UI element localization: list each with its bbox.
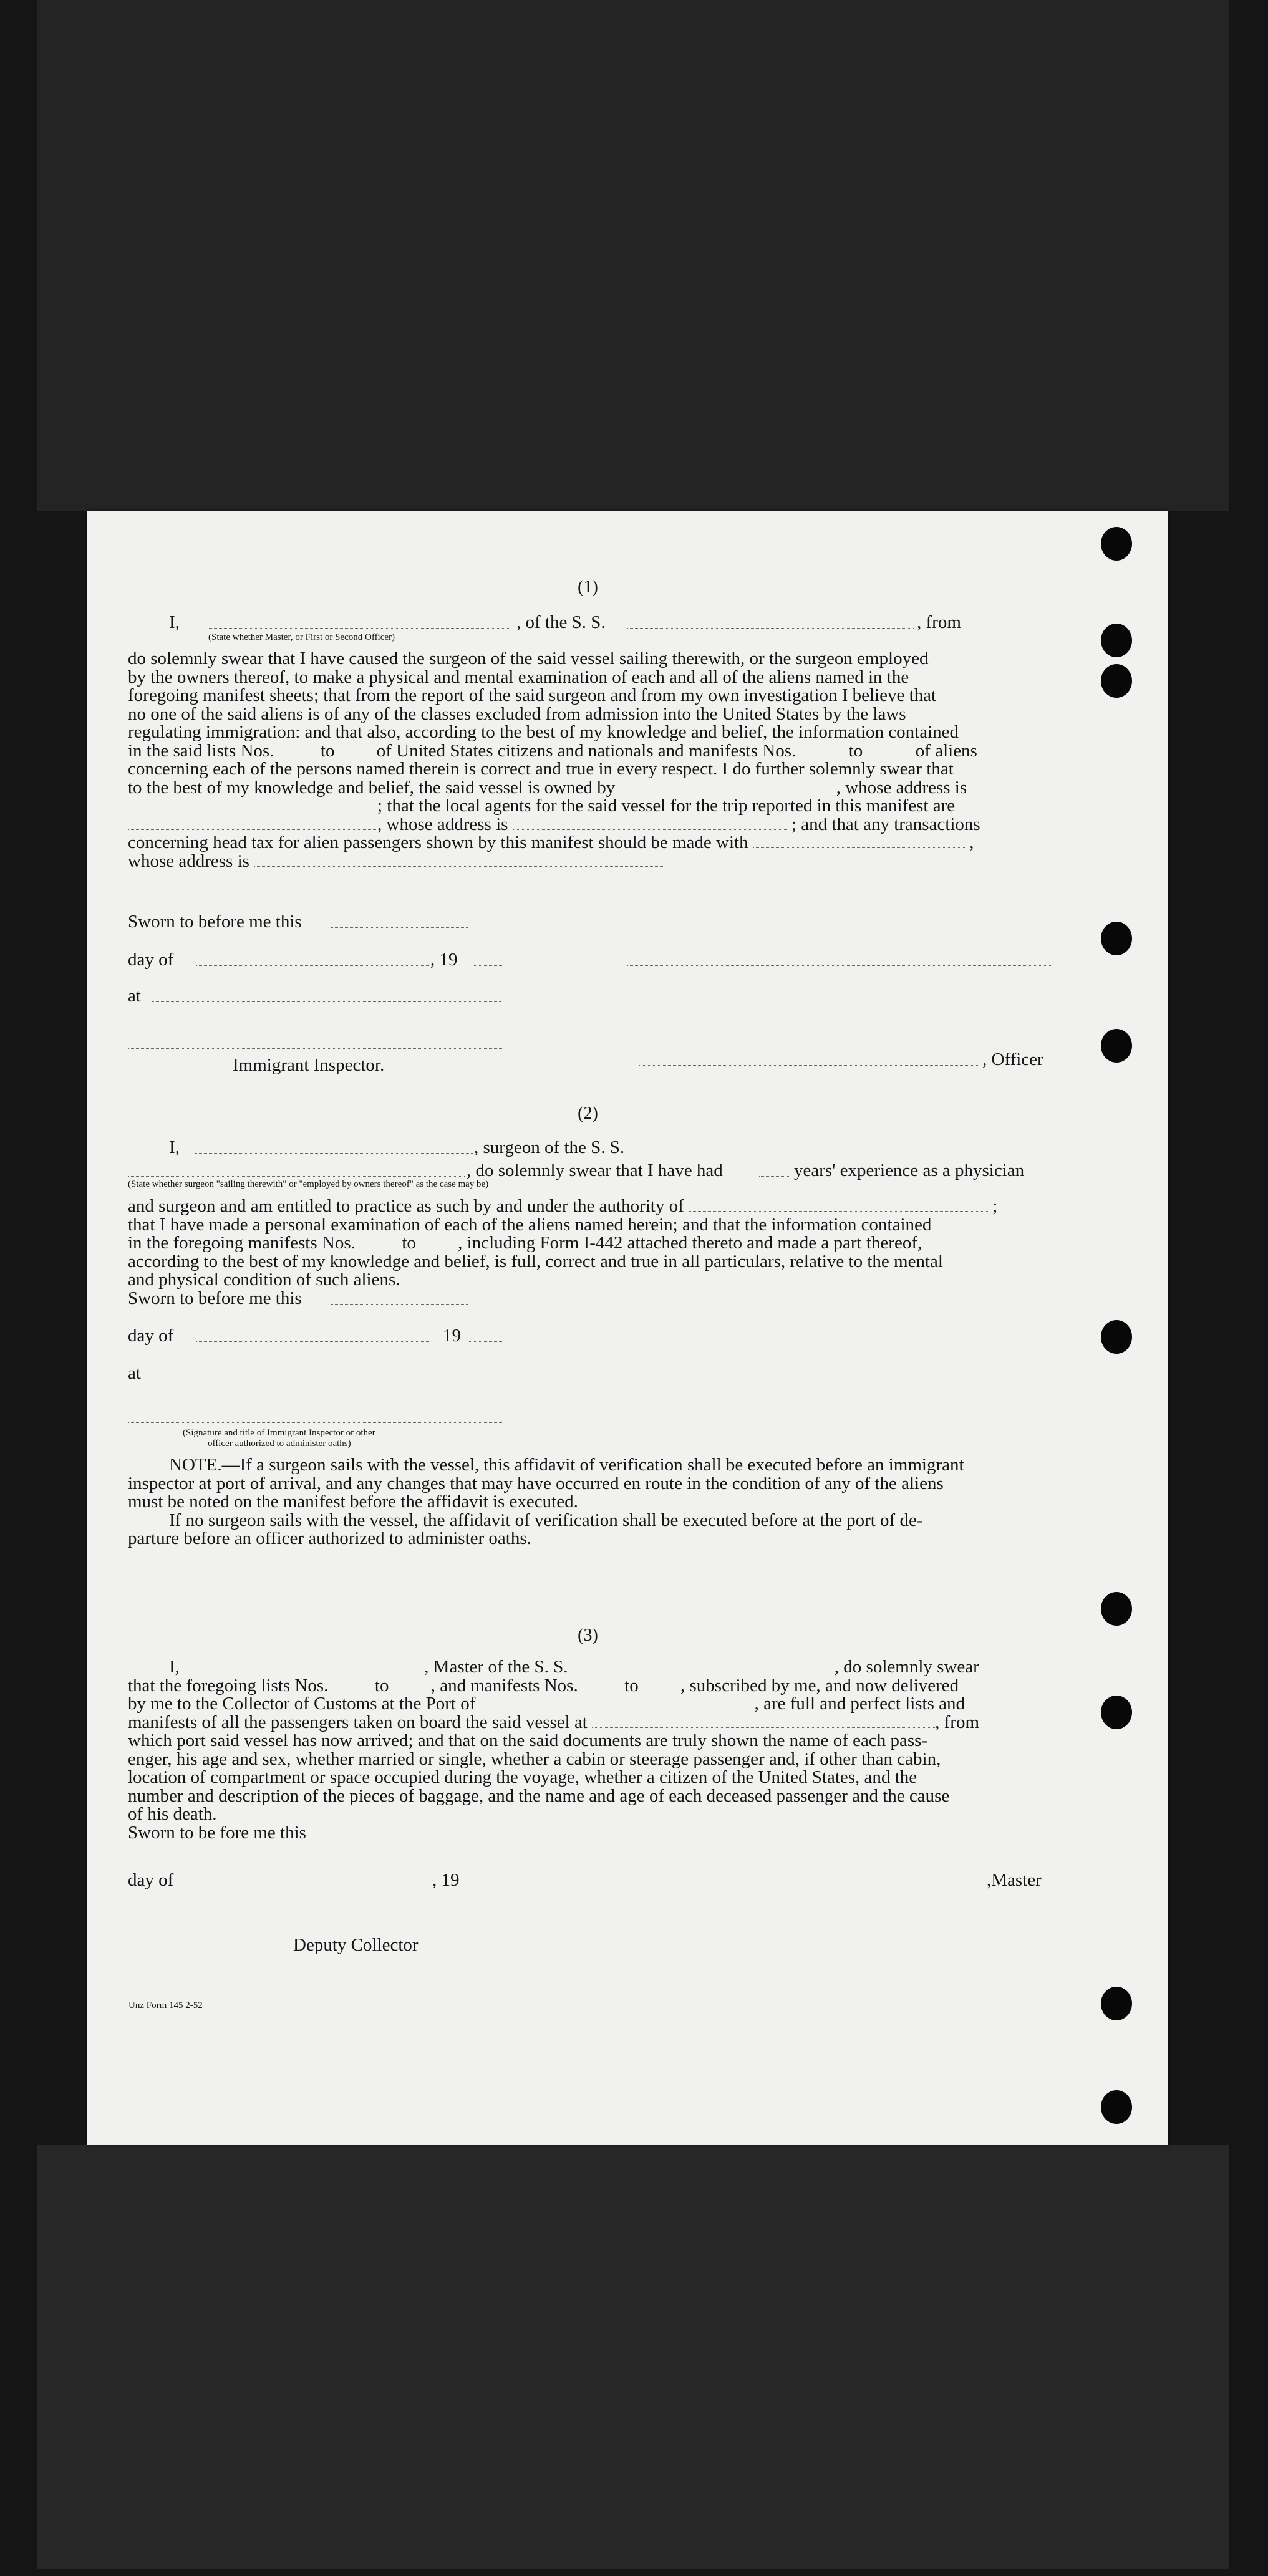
punch-hole	[1101, 922, 1132, 955]
owner-line: to the best of my knowledge and belief, the said vessel is owned by , whose address is	[128, 777, 967, 798]
oath-line: regulating immigration: and that also, according to the best of my knowledge and belief, the information contained	[128, 722, 959, 742]
master-line: of his death.	[128, 1804, 217, 1824]
head-tax-address-line: whose address is	[128, 852, 1048, 871]
agents-address-line: , whose address is ; and that any transactions	[128, 816, 1048, 834]
sworn-label: Sworn to before me this	[128, 912, 302, 932]
sworn-line: Sworn to be fore me this	[128, 1824, 1048, 1843]
day-of-label: day of	[128, 1326, 174, 1346]
signature-blank	[627, 965, 1051, 966]
surgeon-line: that I have made a personal examination of each of the aliens named herein; and that the information contained	[128, 1214, 932, 1235]
officer-title: , Officer	[982, 1049, 1043, 1069]
surgeon-text	[128, 1197, 1048, 1290]
note-line: inspector at port of arrival, and any changes that may have occurred en route in the condition of any of the aliens	[128, 1473, 944, 1493]
oath-pronoun: I,	[169, 612, 180, 632]
surgeon-of-label: , surgeon of the S. S.	[474, 1137, 625, 1157]
year-label: , 19	[430, 950, 458, 970]
section-number: (1)	[578, 577, 598, 597]
year-label: , 19	[432, 1870, 460, 1890]
year-blank	[477, 1885, 502, 1886]
sworn-blank	[331, 1303, 468, 1305]
oath-line: no one of the said aliens is of any of the classes excluded from admission into the United States by the laws	[128, 703, 906, 724]
note-text	[128, 1456, 1048, 1548]
officer-caption: (State whether Master, or First or Second Officer)	[208, 632, 395, 642]
sworn-blank	[331, 927, 468, 928]
head-tax-line: concerning head tax for alien passengers shown by this manifest should be made with ,	[128, 832, 974, 852]
agents-line: ; that the local agents for the said vessel for the trip reported in this manifest are	[128, 797, 1048, 816]
collector-signature-blank	[128, 1921, 502, 1922]
at-label: at	[128, 1363, 141, 1383]
punch-hole	[1101, 1987, 1132, 2020]
vessel-label: , of the S. S.	[516, 612, 606, 632]
day-of-label: day of	[128, 950, 174, 970]
embark-line: manifests of all the passengers taken on board the said vessel at , from	[128, 1712, 979, 1732]
surgeon-line: and physical condition of such aliens.	[128, 1270, 400, 1290]
document-page	[87, 511, 1168, 2145]
year-label: 19	[443, 1326, 461, 1346]
punch-hole	[1101, 1696, 1132, 1729]
day-blank	[196, 1341, 430, 1342]
collector-title: Deputy Collector	[293, 1935, 419, 1955]
surgeon-line: according to the best of my knowledge and belief, is full, correct and true in all particulars, relative to the mental	[128, 1251, 943, 1271]
film-border-bottom	[37, 2145, 1229, 2569]
note-line: must be noted on the manifest before the affidavit is executed.	[128, 1492, 578, 1512]
manifest-numbers-line: in the foregoing manifests Nos. to , including Form I-442 attached thereto and made a part thereof,	[128, 1233, 922, 1253]
section-number: (2)	[578, 1104, 598, 1123]
years-blank	[759, 1175, 790, 1177]
master-line: number and description of the pieces of baggage, and the name and age of each deceased passenger and the cause	[128, 1785, 950, 1806]
surgeon-name-blank	[195, 1152, 473, 1154]
surgeon-caption: (State whether surgeon "sailing therewith" or "employed by owners thereof" as the case may be)	[128, 1179, 489, 1189]
master-line: which port said vessel has now arrived; and that on the said documents are truly shown the name of each pass-	[128, 1730, 928, 1750]
inspector-signature-blank	[128, 1422, 502, 1423]
officer-name-blank	[208, 627, 510, 629]
at-label: at	[128, 986, 141, 1006]
place-blank	[152, 1378, 501, 1379]
note-line: parture before an officer authorized to administer oaths.	[128, 1528, 531, 1548]
punch-hole	[1101, 2090, 1132, 2124]
master-title: ,Master	[987, 1870, 1042, 1890]
punch-hole	[1101, 1320, 1132, 1354]
oath-line: foregoing manifest sheets; that from the report of the said surgeon and from my own investigation I believe that	[128, 685, 937, 705]
signature-caption: (Signature and title of Immigrant Inspector or other	[183, 1428, 375, 1438]
punch-hole	[1101, 527, 1132, 561]
list-numbers-line: in the said lists Nos. to of United States citizens and nationals and manifests Nos. to of aliens	[128, 740, 977, 761]
year-blank	[474, 965, 502, 966]
years-label: years' experience as a physician	[794, 1160, 1025, 1180]
oath-line: concerning each of the persons named therein is correct and true in every respect. I do further solemnly swear that	[128, 759, 954, 779]
swear-label: , do solemnly swear that I have had	[467, 1160, 723, 1180]
place-blank	[152, 1001, 501, 1002]
day-blank	[196, 1885, 430, 1886]
sworn-label: Sworn to before me this	[128, 1288, 302, 1308]
day-of-label: day of	[128, 1870, 174, 1890]
list-numbers-line: that the foregoing lists Nos. to , and manifests Nos. to , subscribed by me, and now delivered	[128, 1675, 959, 1696]
note-line: NOTE.—If a surgeon sails with the vessel, this affidavit of verification shall be executed before an immigrant	[169, 1455, 964, 1475]
punch-hole	[1101, 1029, 1132, 1063]
master-signature-blank	[627, 1885, 985, 1886]
inspector-signature-blank	[128, 1048, 502, 1049]
oath-text	[128, 650, 1048, 871]
vessel-name-blank	[627, 627, 914, 629]
from-label: , from	[917, 612, 961, 632]
punch-hole	[1101, 624, 1132, 657]
day-blank	[196, 965, 430, 966]
authority-line: and surgeon and am entitled to practice as such by and under the authority of ;	[128, 1196, 998, 1216]
inspector-title: Immigrant Inspector.	[233, 1055, 385, 1075]
port-line: by me to the Collector of Customs at the Port of , are full and perfect lists and	[128, 1694, 966, 1714]
film-border-top	[37, 0, 1229, 511]
punch-hole	[1101, 1592, 1132, 1626]
master-line: location of compartment or space occupied during the voyage, whether a citizen of the United States, and the	[128, 1767, 917, 1787]
master-line: I, , Master of the S. S. , do solemnly swear	[169, 1657, 979, 1677]
master-oath-text	[128, 1658, 1048, 1842]
signature-caption: officer authorized to administer oaths)	[208, 1439, 351, 1449]
surgeon-status-blank	[128, 1175, 465, 1177]
year-blank	[468, 1341, 502, 1342]
oath-line: do solemnly swear that I have caused the surgeon of the said vessel sailing therewith, or the surgeon employed	[128, 649, 929, 668]
officer-signature-blank	[639, 1064, 979, 1066]
form-number: Unz Form 145 2-52	[128, 2000, 203, 2010]
punch-hole	[1101, 664, 1132, 698]
oath-line: by the owners thereof, to make a physical and mental examination of each and all of the aliens named in the	[128, 667, 909, 687]
note-line: If no surgeon sails with the vessel, the affidavit of verification shall be executed before at the port of de-	[169, 1510, 923, 1530]
master-line: enger, his age and sex, whether married or single, whether a cabin or steerage passenger and, if other than cabin,	[128, 1749, 941, 1769]
section-number: (3)	[578, 1626, 598, 1645]
surgeon-pronoun: I,	[169, 1137, 180, 1157]
